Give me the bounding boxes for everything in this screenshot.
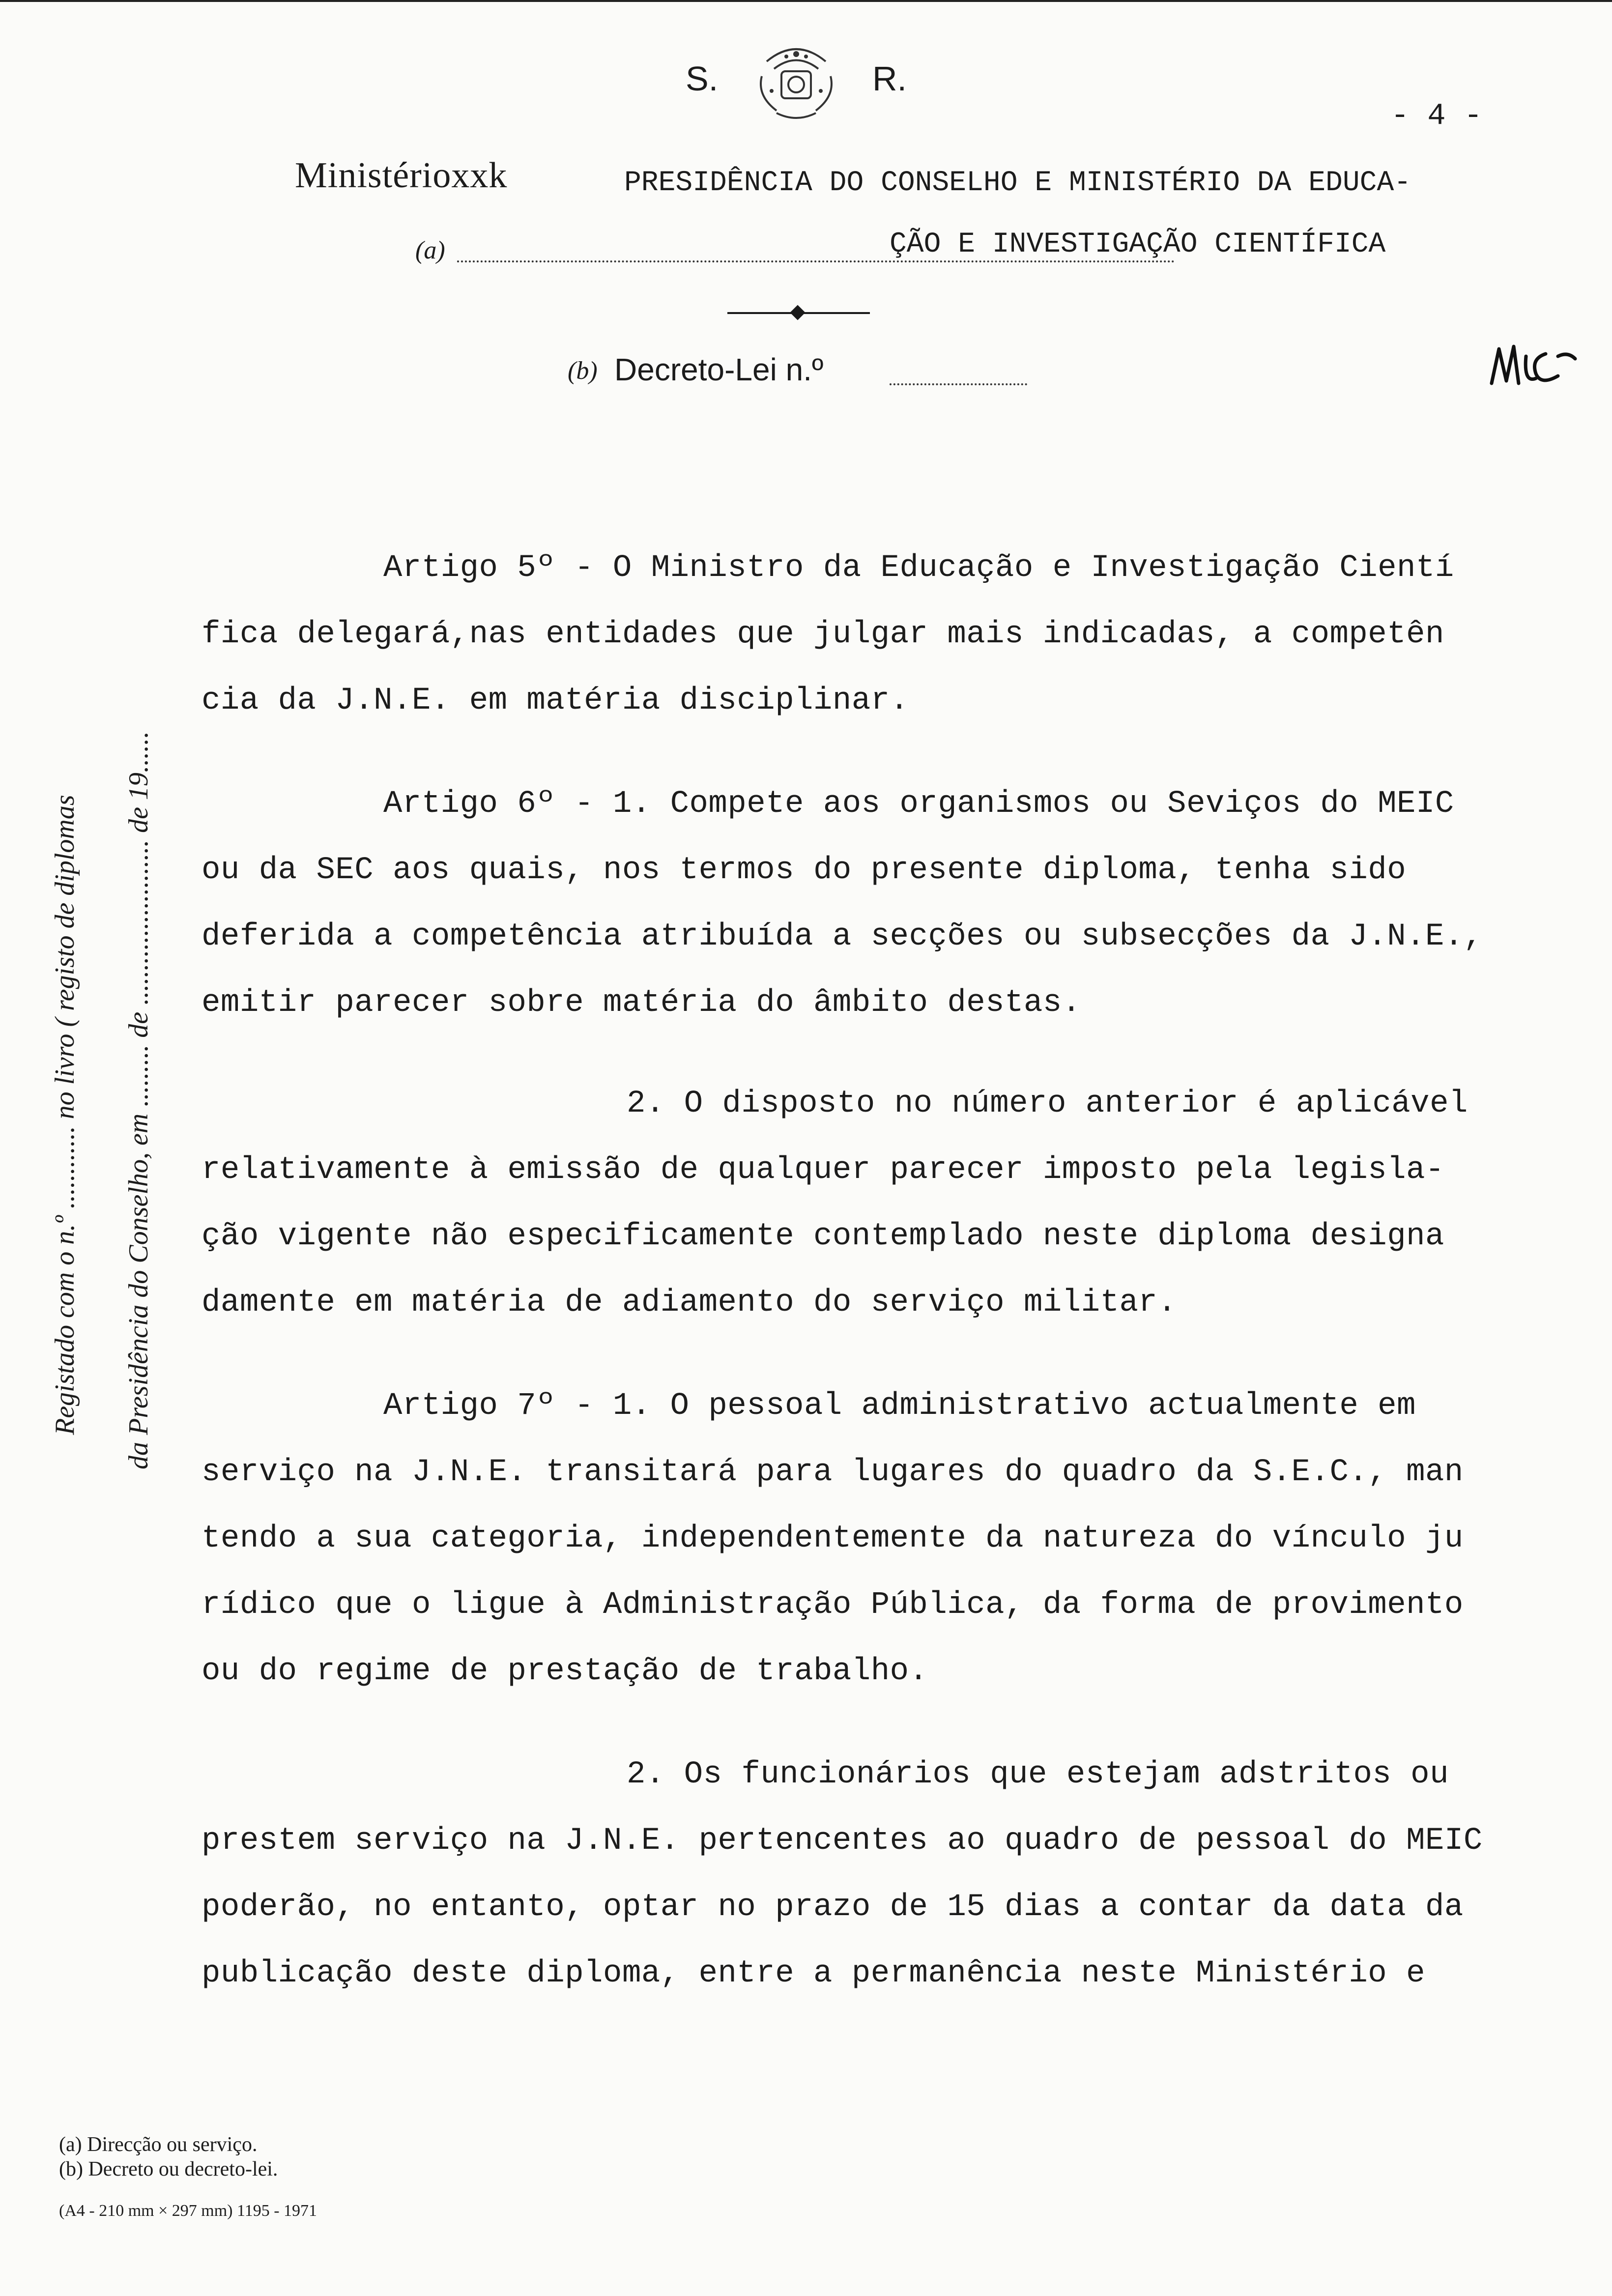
divider-diamond-icon (790, 305, 805, 320)
body-line: Artigo 6º - 1. Compete aos organismos ou Seviços do MEIC (383, 786, 1454, 822)
header-s: S. (686, 59, 719, 98)
body-line: publicação deste diploma, entre a permanência neste Ministério e (202, 1956, 1425, 1991)
body-line: relativamente à emissão de qualquer parecer imposto pela legisla- (202, 1152, 1444, 1188)
body-line: Artigo 5º - O Ministro da Educação e Investigação Cientí (383, 550, 1454, 586)
body-line: prestem serviço na J.N.E. pertencentes ao quadro de pessoal do MEIC (202, 1823, 1483, 1859)
footnote-b-marker: (b) (568, 357, 598, 385)
presidency-margin-note: da Presidência do Conselho, em ......... de ........................ de 19...... (123, 731, 154, 1469)
registry-margin-note: Registado com o n.º ............ no livro ( registo de diplomas (50, 795, 80, 1435)
footnote-b: (b) Decreto ou decreto-lei. (59, 2158, 278, 2181)
decree-label: Decreto-Lei n.º (614, 352, 824, 387)
issuer-line-2: ÇÃO E INVESTIGAÇÃO CIENTÍFICA (890, 229, 1386, 260)
form-code: (A4 - 210 mm × 297 mm) 1195 - 1971 (59, 2202, 317, 2220)
body-line: ção vigente não especificamente contemplado neste diploma designa (202, 1219, 1444, 1254)
footnote-a: (a) Direcção ou serviço. (59, 2133, 258, 2156)
coat-of-arms-icon (747, 42, 845, 125)
body-line: ou da SEC aos quais, nos termos do presente diploma, tenha sido (202, 853, 1407, 888)
body-line: damente em matéria de adiamento do serviço militar. (202, 1285, 1177, 1320)
body-line: rídico que o ligue à Administração Pública, da forma de provimento (202, 1587, 1464, 1623)
body-line: 2. Os funcionários que estejam adstritos ou (627, 1757, 1449, 1792)
decree-number-blank (890, 383, 1027, 385)
body-line: serviço na J.N.E. transitará para lugares do quadro da S.E.C., man (202, 1455, 1464, 1490)
body-line: cia da J.N.E. em matéria disciplinar. (202, 683, 909, 718)
dotted-fill-line (457, 260, 1175, 262)
body-line: poderão, no entanto, optar no prazo de 15 dias a contar da data da (202, 1890, 1464, 1925)
body-line: 2. O disposto no número anterior é aplicável (627, 1086, 1468, 1121)
body-line: emitir parecer sobre matéria do âmbito destas. (202, 985, 1081, 1021)
body-line: tendo a sua categoria, independentemente da natureza do vínculo ju (202, 1521, 1464, 1556)
handwritten-initials (1484, 337, 1583, 396)
page-number: - 4 - (1391, 98, 1483, 133)
ministry-struck-text: Ministérioxxk (295, 155, 508, 196)
header-r: R. (872, 59, 907, 98)
body-line: fica delegará,nas entidades que julgar mais indicadas, a competên (202, 617, 1444, 652)
issuer-line-1: PRESIDÊNCIA DO CONSELHO E MINISTÉRIO DA EDUCA- (624, 167, 1411, 199)
footnote-a-marker: (a) (415, 236, 445, 264)
body-line: ou do regime de prestação de trabalho. (202, 1654, 928, 1689)
body-line: Artigo 7º - 1. O pessoal administrativo actualmente em (383, 1388, 1416, 1424)
top-border (0, 0, 1612, 2)
body-line: deferida a competência atribuída a secções ou subsecções da J.N.E., (202, 919, 1483, 954)
